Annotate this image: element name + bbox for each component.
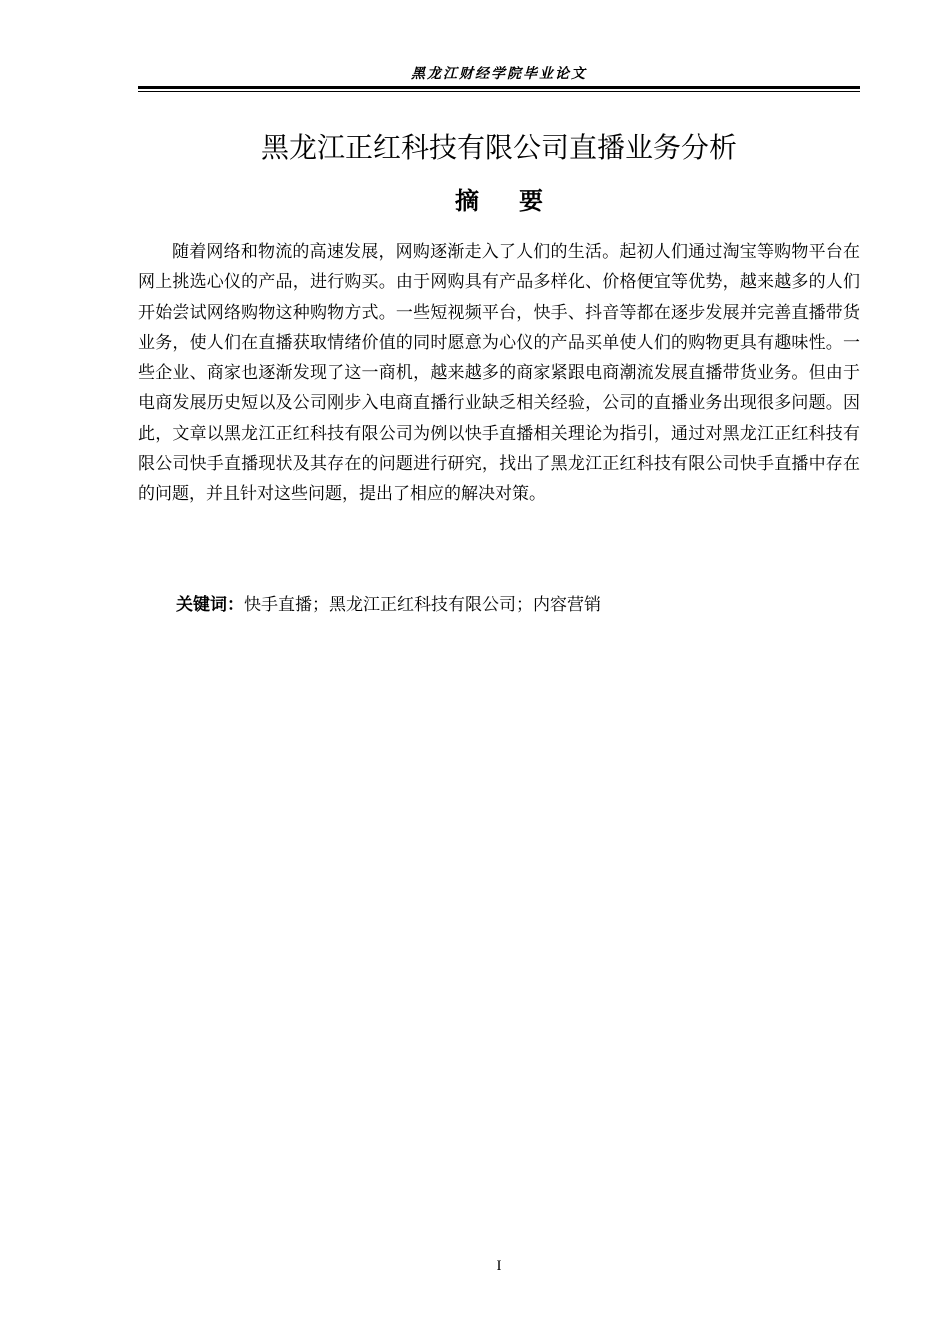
header-rule-thin bbox=[138, 91, 860, 92]
keywords-label: 关键词： bbox=[176, 595, 244, 615]
keywords-text: 快手直播；黑龙江正红科技有限公司；内容营销 bbox=[244, 595, 601, 615]
running-header: 黑龙江财经学院毕业论文 bbox=[411, 66, 587, 82]
page-number: I bbox=[496, 1258, 502, 1274]
keywords-line bbox=[176, 591, 860, 619]
abstract-body: 随着网络和物流的高速发展，网购逐渐走入了人们的生活。起初人们通过淘宝等购物平台在网上挑选心仪的产品，进行购买。由于网购具有产品多样化、价格便宜等优势，越来越多的人们开始尝试网络购物这种购物方式。一些短视频平台，快手、抖音等都在逐步发展并完善直播带货业务，使人们在直播获取情绪价值的同时愿意为心仪的产品买单使人们的购物更具有趣味性。一些企业、商家也逐渐发现了这一商机，越来越多的商家紧跟电商潮流发展直播带货业务。但由于电商发展历史短以及公司刚步入电商直播行业缺乏相关经验，公司的直播业务出现很多问题。因此，文章以黑龙江正红科技有限公司为例以快手直播相关理论为指引，通过对黑龙江正红科技有限公司快手直播现状及其存在的问题进行研究，找出了黑龙江正红科技有限公司快手直播中存在的问题，并且针对这些问题，提出了相应的解决对策。 bbox=[138, 242, 860, 505]
paper-title: 黑龙江正红科技有限公司直播业务分析 bbox=[260, 131, 737, 164]
header-rule-thick bbox=[138, 86, 860, 89]
abstract-heading: 摘要 bbox=[455, 187, 583, 215]
